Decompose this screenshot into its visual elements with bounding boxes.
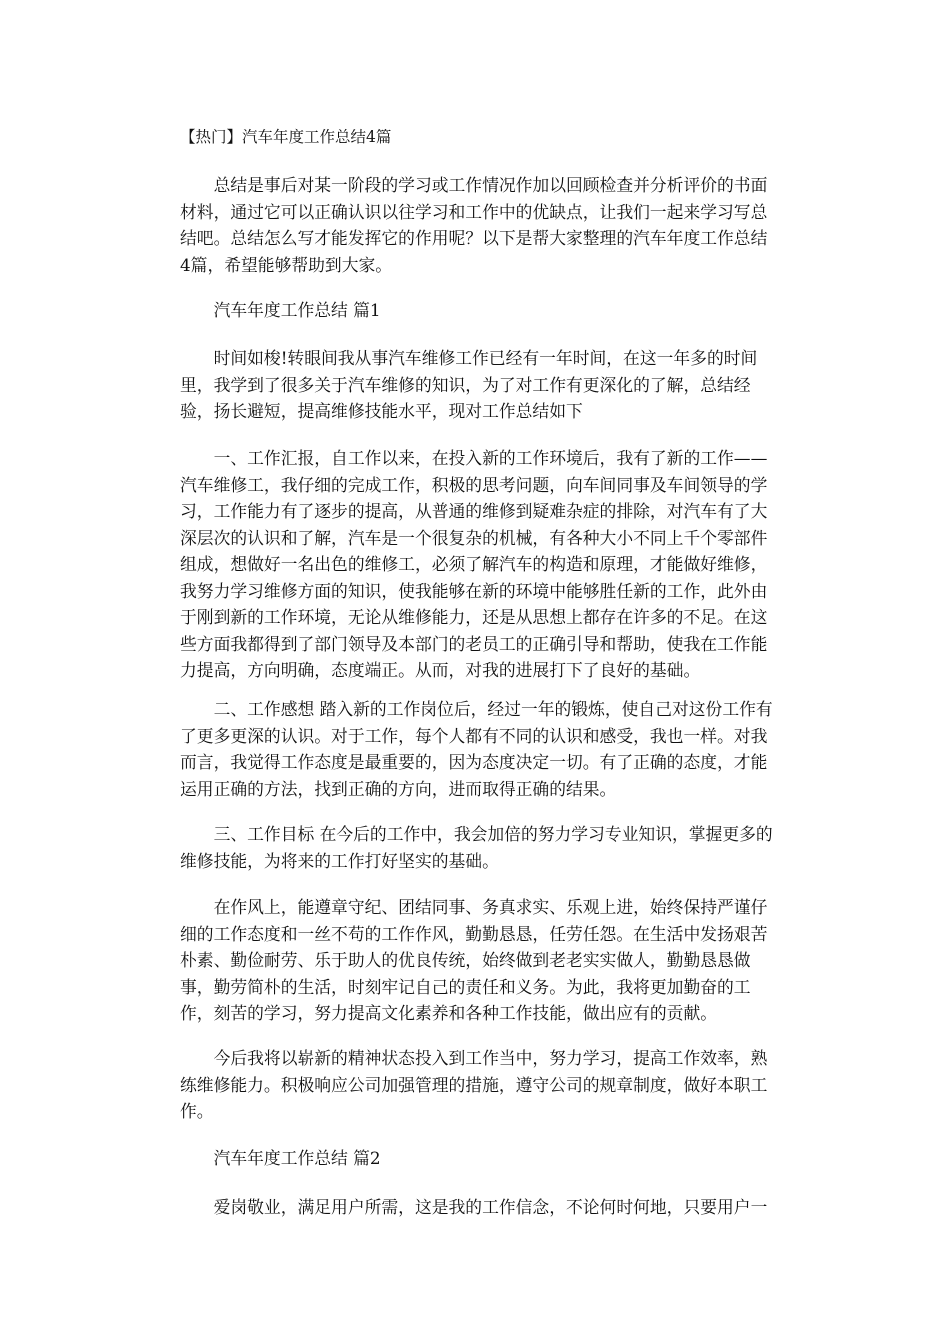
paragraph-2: 一、工作汇报，自工作以来，在投入新的工作环境后，我有了新的工作——汽车维修工，我仔细的完成工作，积极的思考问题，向车间同事及车间领导的学习，工作能力有了逐步的提高，从普通的维修到疑难杂症的排除，对汽车有了大深层次的认识和了解，汽车是一个很复杂的机械，有各种大小不同上千个零部件组成，想做好一名出色的维修工，必须了解汽车的构造和原理，才能做好维修，我努力学习维修方面的知识，使我能够在新的环境中能够胜任新的工作，此外由于刚到新的工作环境，无论从维修能力，还是从思想上都存在许多的不足。在这些方面我都得到了部门领导及本部门的老员工的正确引导和帮助，使我在工作能力提高，方向明确，态度端正。从而，对我的进展打下了良好的基础。 — [180, 448, 768, 680]
section-heading-2: 汽车年度工作总结 篇2 — [180, 1148, 381, 1168]
paragraph-3: 二、工作感想 踏入新的工作岗位后，经过一年的锻炼，使自己对这份工作有了更多更深的认识。对于工作，每个人都有不同的认识和感受，我也一样。对我而言，我觉得工作态度是最重要的，因为态度决定一切。有了正确的态度，才能运用正确的方法，找到正确的方向，进而取得正确的结果。 — [180, 699, 773, 799]
paragraph-1: 时间如梭!转眼间我从事汽车维修工作已经有一年时间，在这一年多的时间里，我学到了很多关于汽车维修的知识，为了对工作有更深化的了解，总结经验，扬长避短，提高维修技能水平，现对工作总结如下 — [180, 348, 758, 421]
paragraph-7: 爱岗敬业，满足用户所需，这是我的工作信念，不论何时何地，只要用户一 — [180, 1197, 768, 1217]
paragraph-6: 今后我将以崭新的精神状态投入到工作当中，努力学习，提高工作效率，熟练维修能力。积极响应公司加强管理的措施，遵守公司的规章制度，做好本职工作。 — [180, 1048, 768, 1121]
paragraph-4: 三、工作目标 在今后的工作中，我会加倍的努力学习专业知识，掌握更多的维修技能，为将来的工作打好坚实的基础。 — [180, 824, 773, 871]
intro-paragraph: 总结是事后对某一阶段的学习或工作情况作加以回顾检查并分析评价的书面材料，通过它可以正确认识以往学习和工作中的优缺点，让我们一起来学习写总结吧。总结怎么写才能发挥它的作用呢？以下是帮大家整理的汽车年度工作总结4篇，希望能够帮助到大家。 — [180, 175, 768, 275]
paragraph-5: 在作风上，能遵章守纪、团结同事、务真求实、乐观上进，始终保持严谨仔细的工作态度和一丝不苟的工作作风，勤勤恳恳，任劳任怨。在生活中发扬艰苦朴素、勤俭耐劳、乐于助人的优良传统，始终做到老老实实做人，勤勤恳恳做事，勤劳简朴的生活，时刻牢记自己的责任和义务。为此，我将更加勤奋的工作，刻苦的学习，努力提高文化素养和各种工作技能，做出应有的贡献。 — [180, 897, 768, 1023]
document-title: 【热门】汽车年度工作总结4篇 — [180, 128, 392, 146]
section-heading-1: 汽车年度工作总结 篇1 — [180, 300, 381, 320]
